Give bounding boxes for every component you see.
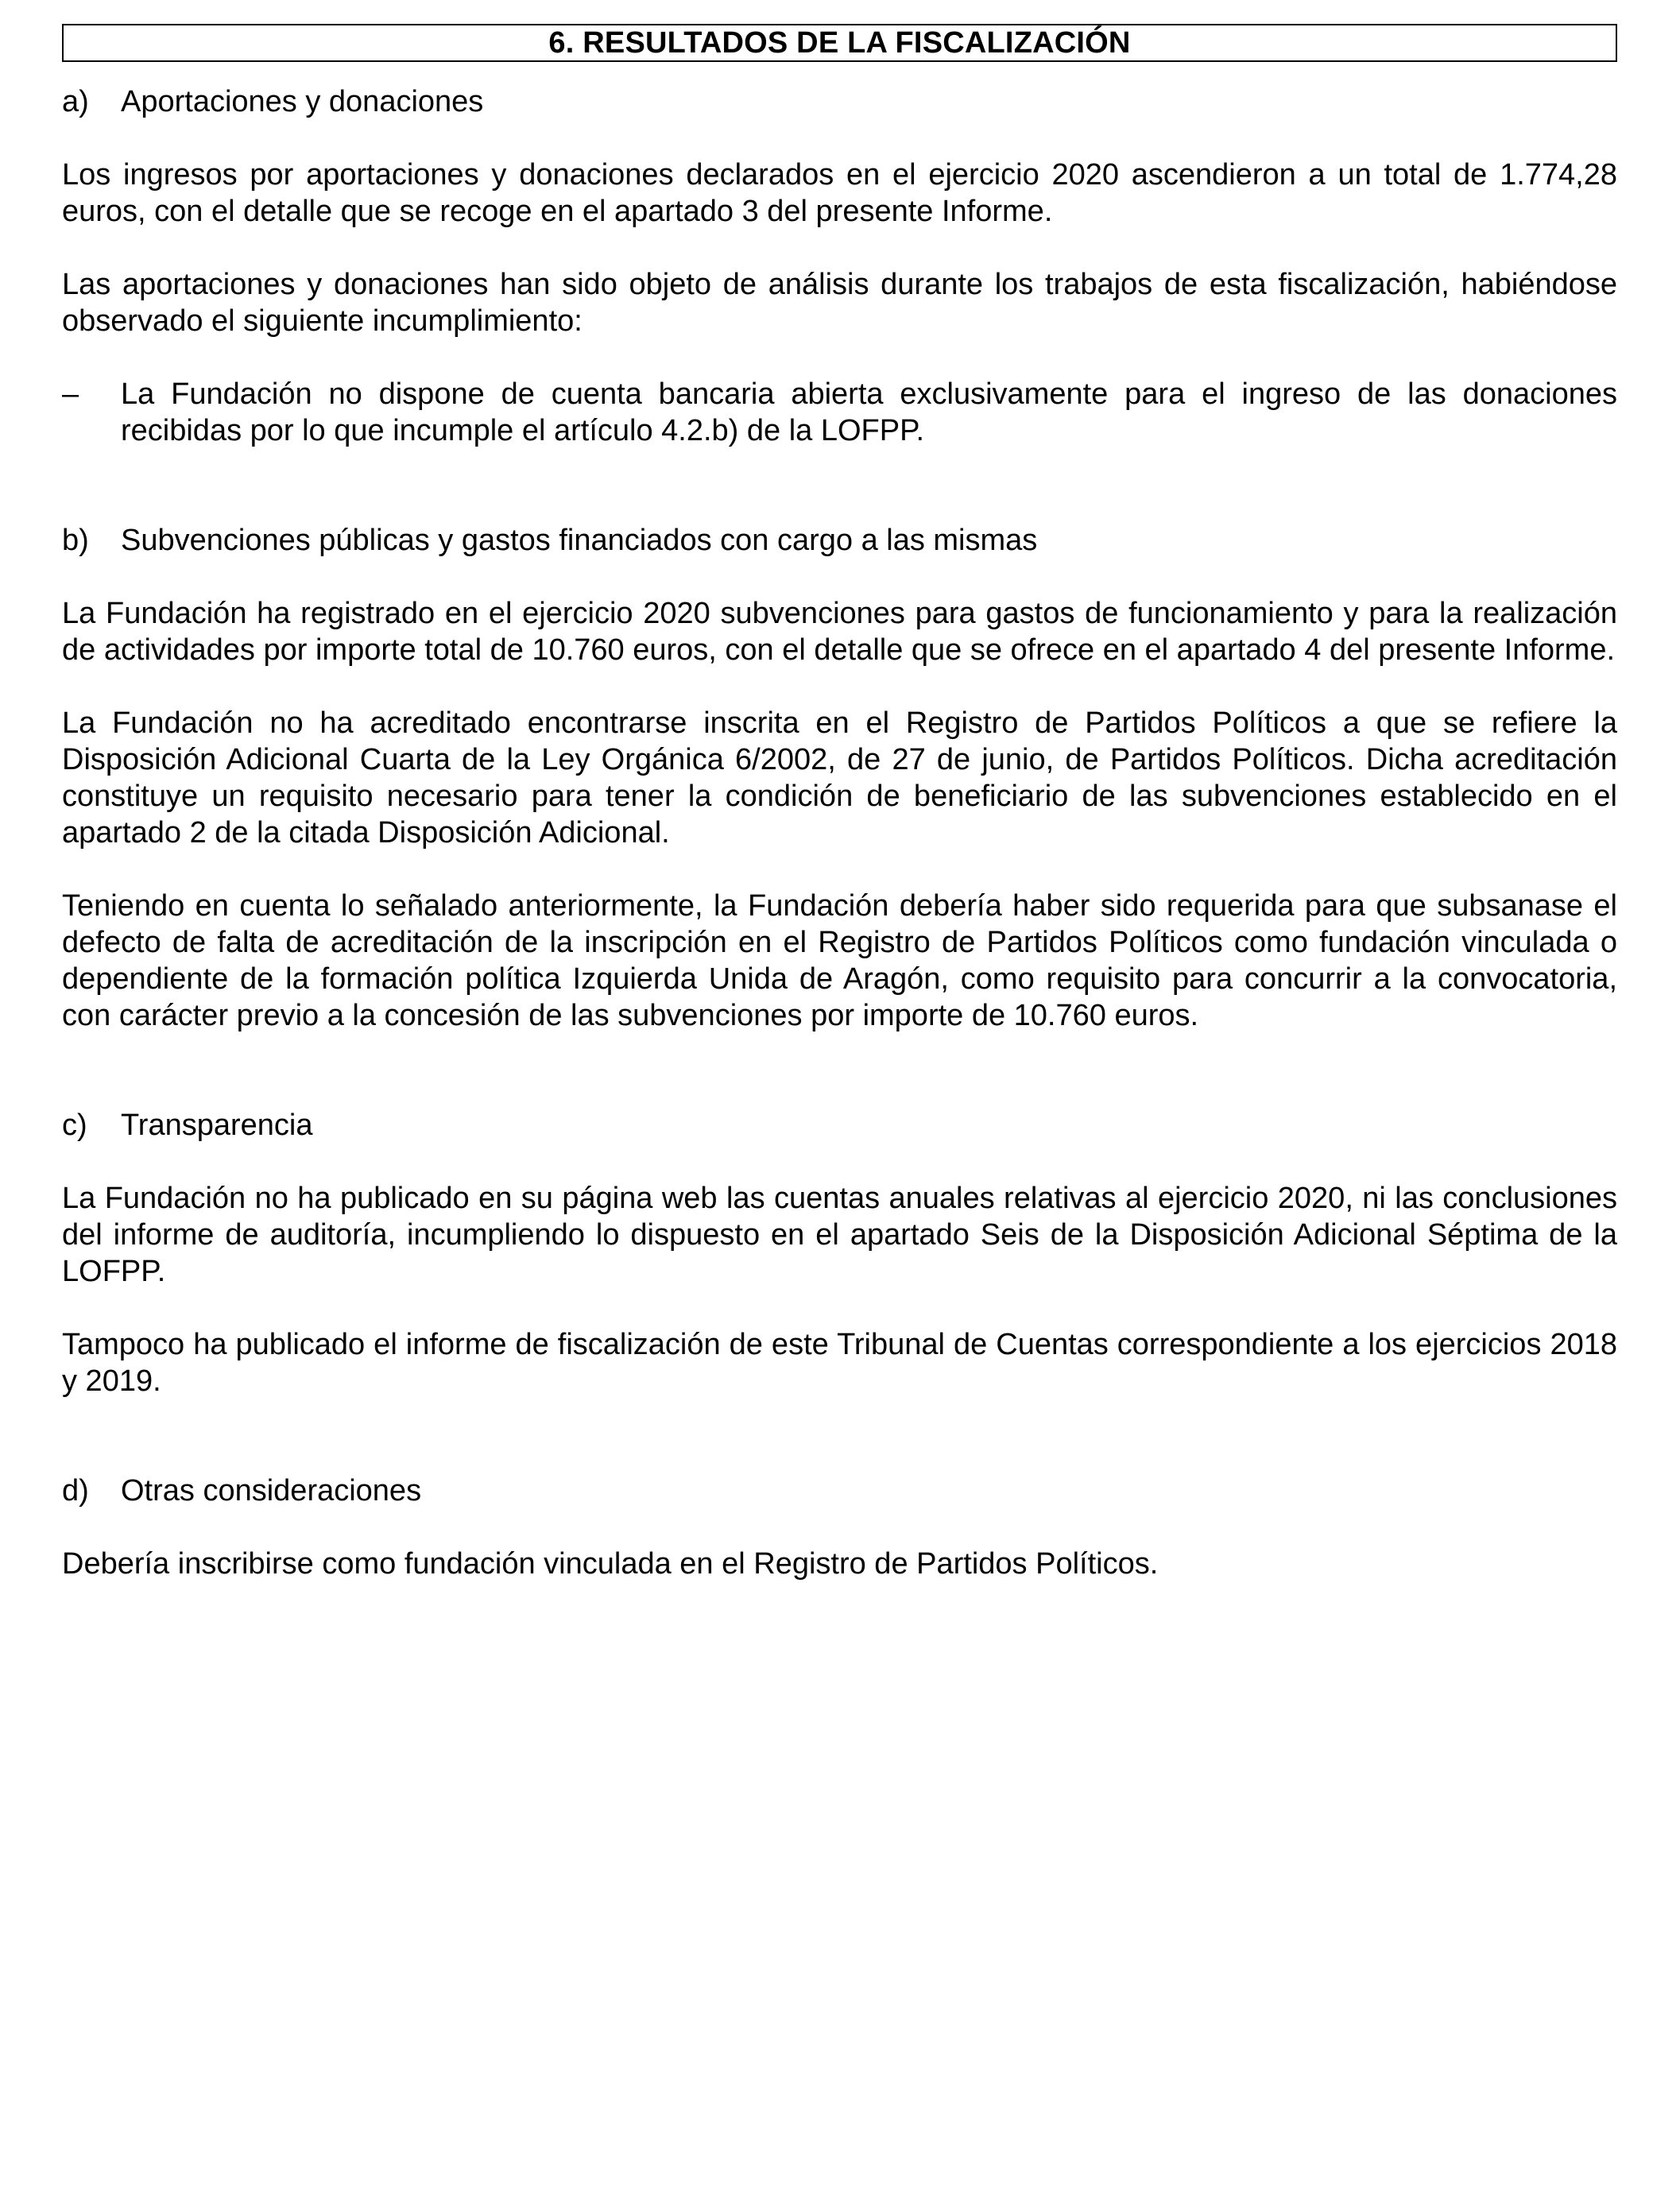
section-title: 6. RESULTADOS DE LA FISCALIZACIÓN: [62, 24, 1617, 62]
heading-label: a): [62, 85, 89, 118]
paragraph: La Fundación ha registrado en el ejercicio 2020 subvenciones para gastos de funcionamiento y para la realización de actividades por importe total de 10.760 euros, con el detalle que se ofrece en el apartado 4 del presente Informe.: [62, 597, 1617, 667]
heading-text: Aportaciones y donaciones: [121, 85, 484, 118]
paragraph: La Fundación no ha acreditado encontrarse inscrita en el Registro de Partidos Políticos a que se refiere la Disposición Adicional Cuarta de la Ley Orgánica 6/2002, de 27 de junio, de Partidos Políticos. Dicha acreditación constituye un requisito necesario para tener la condición de beneficiario de las subvenciones establecido en el apartado 2 de la citada Disposición Adicional.: [62, 706, 1617, 850]
paragraph: Teniendo en cuenta lo señalado anteriormente, la Fundación debería haber sido requerida para que subsanase el defecto de falta de acreditación de la inscripción en el Registro de Partidos Políticos como fundación vinculada o dependiente de la formación política Izquierda Unida de Aragón, como requisito para concurrir a la convocatoria, con carácter previo a la concesión de las subvenciones por importe de 10.760 euros.: [62, 889, 1617, 1032]
heading-otras-consideraciones: [62, 1473, 1617, 1509]
paragraph: Debería inscribirse como fundación vinculada en el Registro de Partidos Políticos.: [62, 1547, 1159, 1581]
heading-transparencia: [62, 1107, 1617, 1144]
paragraph: Las aportaciones y donaciones han sido objeto de análisis durante los trabajos de esta fiscalización, habiéndose observado el siguiente incumplimiento:: [62, 268, 1617, 338]
document-page: [62, 24, 1617, 1582]
heading-subvenciones: [62, 522, 1617, 559]
heading-text: Transparencia: [121, 1109, 313, 1142]
bullet-item: [62, 376, 1617, 449]
bullet-text: La Fundación no dispone de cuenta bancaria abierta exclusivamente para el ingreso de las donaciones recibidas por lo que incumple el artículo 4.2.b) de la LOFPP.: [121, 377, 1617, 447]
heading-label: c): [62, 1109, 87, 1142]
heading-text: Otras consideraciones: [121, 1474, 422, 1507]
dash-bullet-marker: –: [62, 377, 79, 411]
heading-aportaciones: [62, 83, 1617, 120]
heading-label: d): [62, 1474, 89, 1507]
paragraph: Tampoco ha publicado el informe de fiscalización de este Tribunal de Cuentas correspondiente a los ejercicios 2018 y 2019.: [62, 1328, 1617, 1398]
heading-label: b): [62, 524, 89, 557]
paragraph: Los ingresos por aportaciones y donaciones declarados en el ejercicio 2020 ascendieron a un total de 1.774,28 euros, con el detalle que se recoge en el apartado 3 del presente Informe.: [62, 158, 1617, 228]
heading-text: Subvenciones públicas y gastos financiados con cargo a las mismas: [121, 524, 1038, 557]
paragraph: La Fundación no ha publicado en su página web las cuentas anuales relativas al ejercicio 2020, ni las conclusiones del informe de auditoría, incumpliendo lo dispuesto en el apartado Seis de la Disposición Adicional Séptima de la LOFPP.: [62, 1182, 1617, 1288]
